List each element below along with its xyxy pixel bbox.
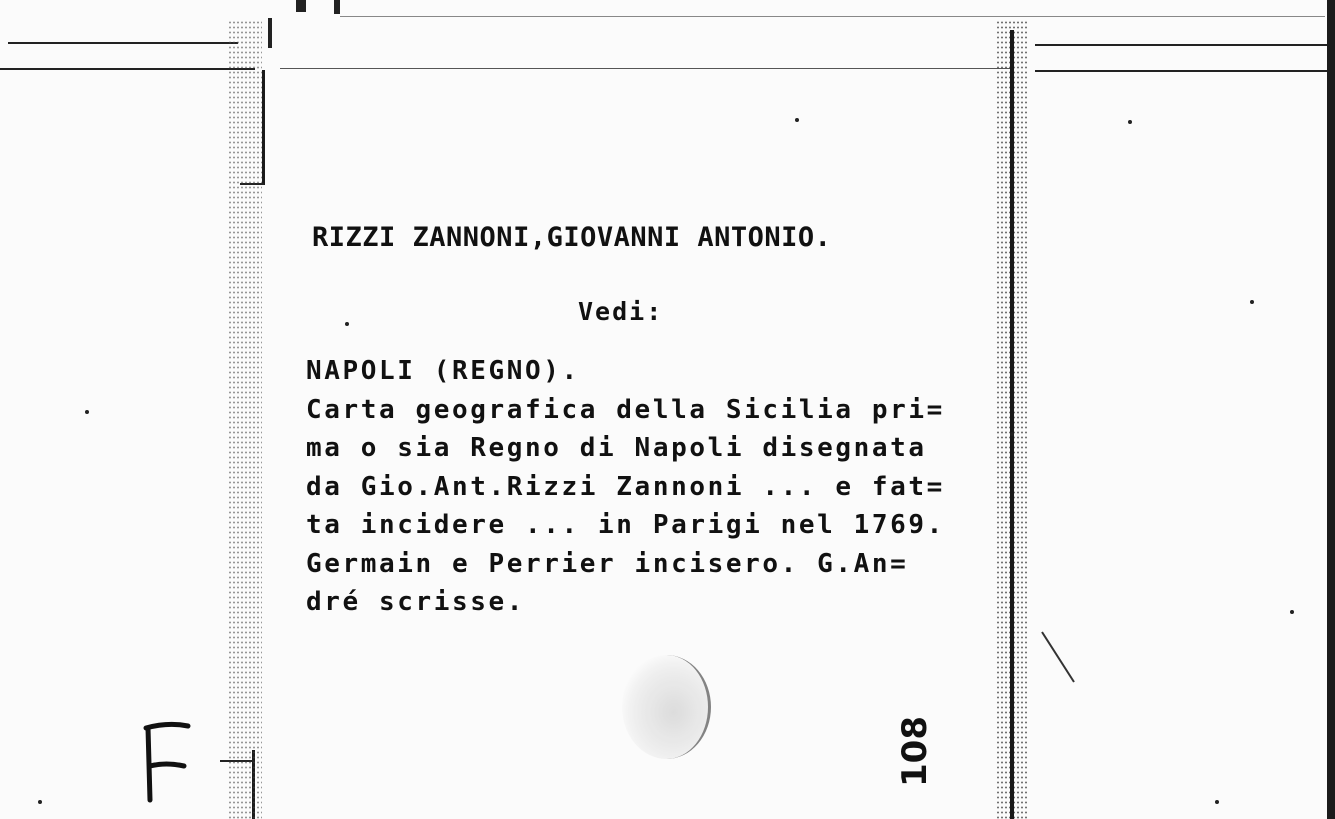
scan-right-edge xyxy=(1327,0,1335,819)
card-line: NAPOLI (REGNO). xyxy=(306,356,580,386)
speck xyxy=(1215,800,1219,804)
top-rule-center xyxy=(280,68,1010,69)
card-line: dré scrisse. xyxy=(306,587,526,617)
card-heading: RIZZI ZANNONI,GIOVANNI ANTONIO. xyxy=(312,222,832,253)
speck xyxy=(38,800,42,804)
top-line-faint xyxy=(340,16,1325,17)
top-rule-right xyxy=(1035,44,1327,46)
card-line: Carta geografica della Sicilia pri= xyxy=(306,394,945,425)
top-mark-3 xyxy=(268,18,272,48)
card-line: ta incidere ... in Parigi nel 1769. xyxy=(306,510,945,540)
left-card-edge-noise xyxy=(228,20,262,819)
card-number: 108 xyxy=(895,716,935,787)
top-mark-2 xyxy=(334,0,340,14)
speck xyxy=(1250,300,1254,304)
top-rule-left-lower xyxy=(0,68,255,70)
card-line: da Gio.Ant.Rizzi Zannoni ... e fat= xyxy=(306,471,945,502)
card-line: Germain e Perrier incisero. G.An= xyxy=(306,548,909,579)
top-rule-right-lower xyxy=(1035,70,1327,72)
speck xyxy=(795,118,799,122)
speck xyxy=(345,322,349,326)
see-reference-label: Vedi: xyxy=(578,297,664,326)
punched-hole xyxy=(622,655,711,759)
scratch-mark xyxy=(1040,630,1080,690)
card-left-border-top xyxy=(262,70,265,185)
card-line: ma o sia Regno di Napoli disegnata xyxy=(306,433,927,463)
speck xyxy=(85,410,89,414)
top-rule-left xyxy=(8,42,238,44)
card-right-border xyxy=(1010,30,1014,819)
speck xyxy=(1290,610,1294,614)
card-body xyxy=(306,352,945,622)
speck xyxy=(1010,432,1014,436)
speck xyxy=(1128,120,1132,124)
handwritten-letter-f xyxy=(140,714,200,804)
top-mark xyxy=(296,0,306,12)
